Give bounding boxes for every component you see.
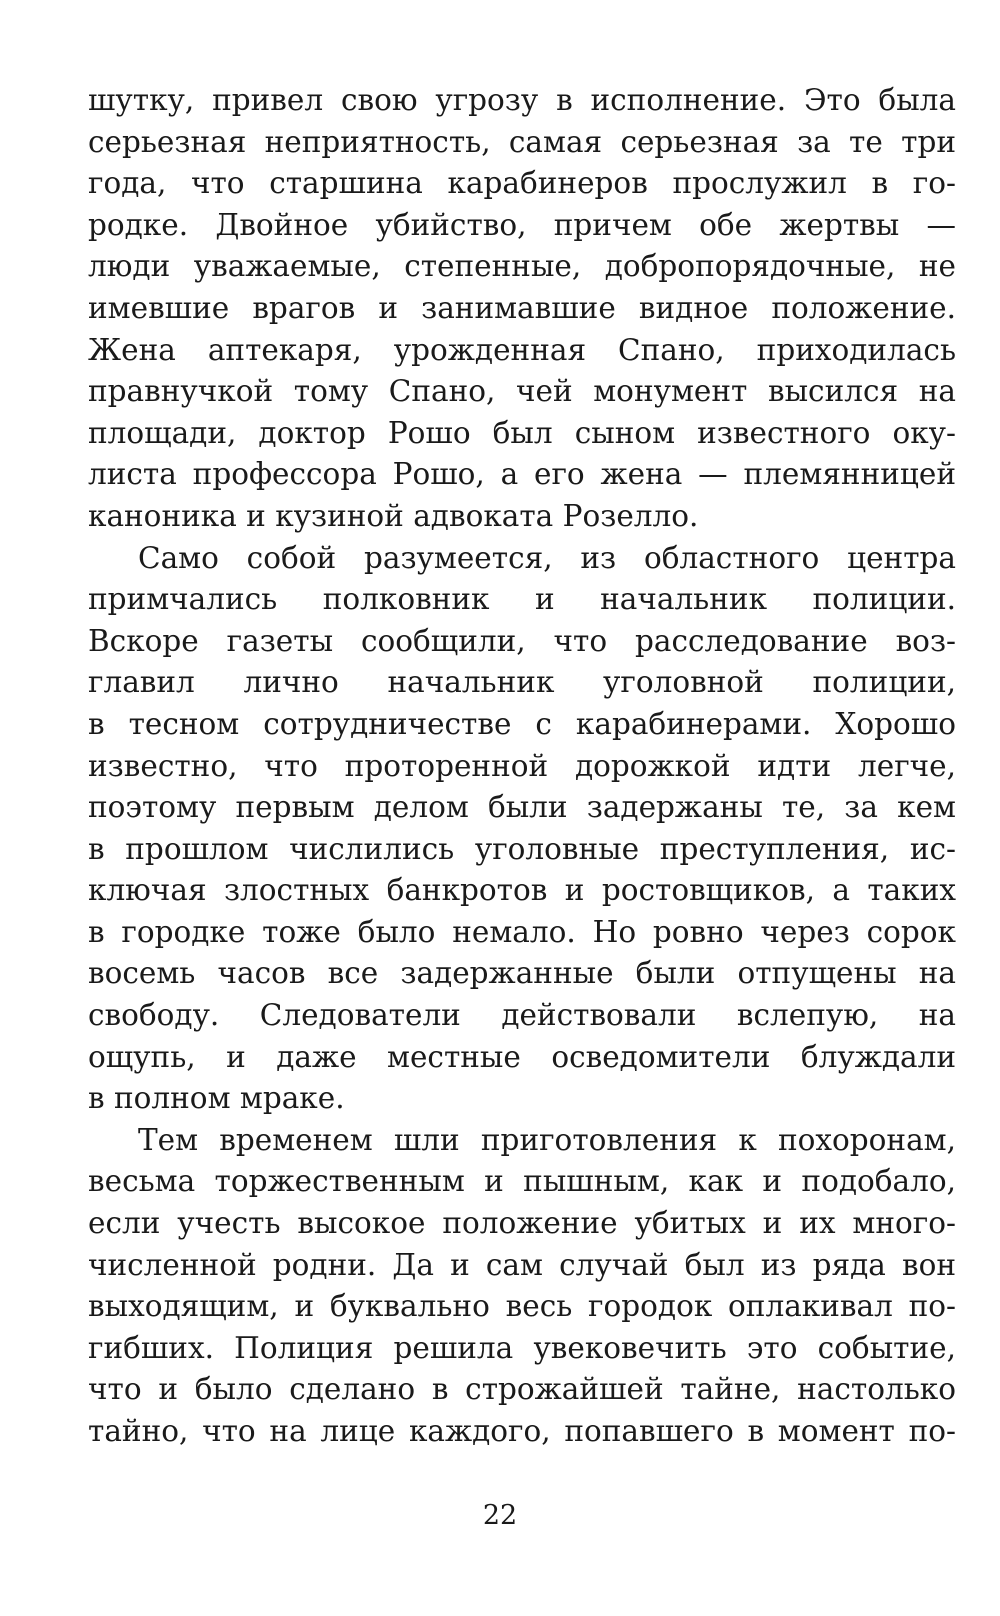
text-line: восемь часов все задержанные были отпущены на [88, 956, 956, 991]
text-line: Само собой разумеется, из областного центра [138, 540, 956, 575]
text-line: ключая злостных банкротов и ростовщиков, а таких [88, 873, 956, 908]
text-line: главил лично начальник уголовной полиции, [88, 665, 956, 700]
text-line: в полном мраке. [88, 1081, 345, 1116]
paragraph-3 [88, 1120, 956, 1453]
page-number: 22 [482, 1500, 518, 1531]
text-line: поэтому первым делом были задержаны те, за кем [88, 790, 956, 825]
text-line: известно, что проторенной дорожкой идти легче, [88, 748, 956, 783]
text-line: листа профессора Рошо, а его жена — племянницей [88, 457, 956, 492]
paragraph-2 [88, 538, 956, 1120]
text-line: правнучкой тому Спано, чей монумент высился на [88, 374, 956, 409]
text-line: Вскоре газеты сообщили, что расследование воз- [88, 623, 956, 658]
text-line: года, что старшина карабинеров прослужил в го- [88, 166, 956, 201]
text-line: каноника и кузиной адвоката Розелло. [88, 498, 699, 533]
text-line: шутку, привел свою угрозу в исполнение. Это была [88, 83, 956, 117]
text-line: численной родни. Да и сам случай был из ряда вон [88, 1247, 956, 1282]
page-body [88, 80, 956, 1453]
text-line: Жена аптекаря, урожденная Спано, приходилась [88, 332, 956, 367]
text-line: если учесть высокое положение убитых и их много- [88, 1206, 956, 1241]
text-line: в тесном сотрудничестве с карабинерами. Хорошо [88, 706, 956, 741]
text-line: площади, доктор Рошо был сыном известного оку- [88, 415, 956, 450]
text-line: в городке тоже было немало. Но ровно через сорок [88, 914, 956, 949]
text-line: ощупь, и даже местные осведомители блуждали [88, 1039, 956, 1074]
paragraph-1 [88, 80, 956, 538]
text-line: имевшие врагов и занимавшие видное положение. [88, 290, 956, 325]
text-line: гибших. Полиция решила увековечить это событие, [88, 1330, 956, 1365]
text-line: выходящим, и буквально весь городок оплакивал по- [88, 1289, 956, 1324]
text-line: примчались полковник и начальник полиции. [88, 582, 956, 617]
text-line: родке. Двойное убийство, причем обе жертвы — [88, 207, 956, 242]
text-line: серьезная неприятность, самая серьезная за те три [88, 124, 956, 159]
text-line: свободу. Следователи действовали вслепую, на [88, 998, 956, 1033]
text-line: Тем временем шли приготовления к похоронам, [138, 1122, 956, 1157]
text-line: весьма торжественным и пышным, как и подобало, [88, 1164, 956, 1199]
text-line: в прошлом числились уголовные преступления, ис- [88, 831, 956, 866]
text-line: что и было сделано в строжайшей тайне, настолько [88, 1372, 956, 1407]
text-line: люди уважаемые, степенные, добропорядочные, не [88, 249, 956, 284]
text-line: тайно, что на лице каждого, попавшего в момент по- [88, 1414, 956, 1448]
